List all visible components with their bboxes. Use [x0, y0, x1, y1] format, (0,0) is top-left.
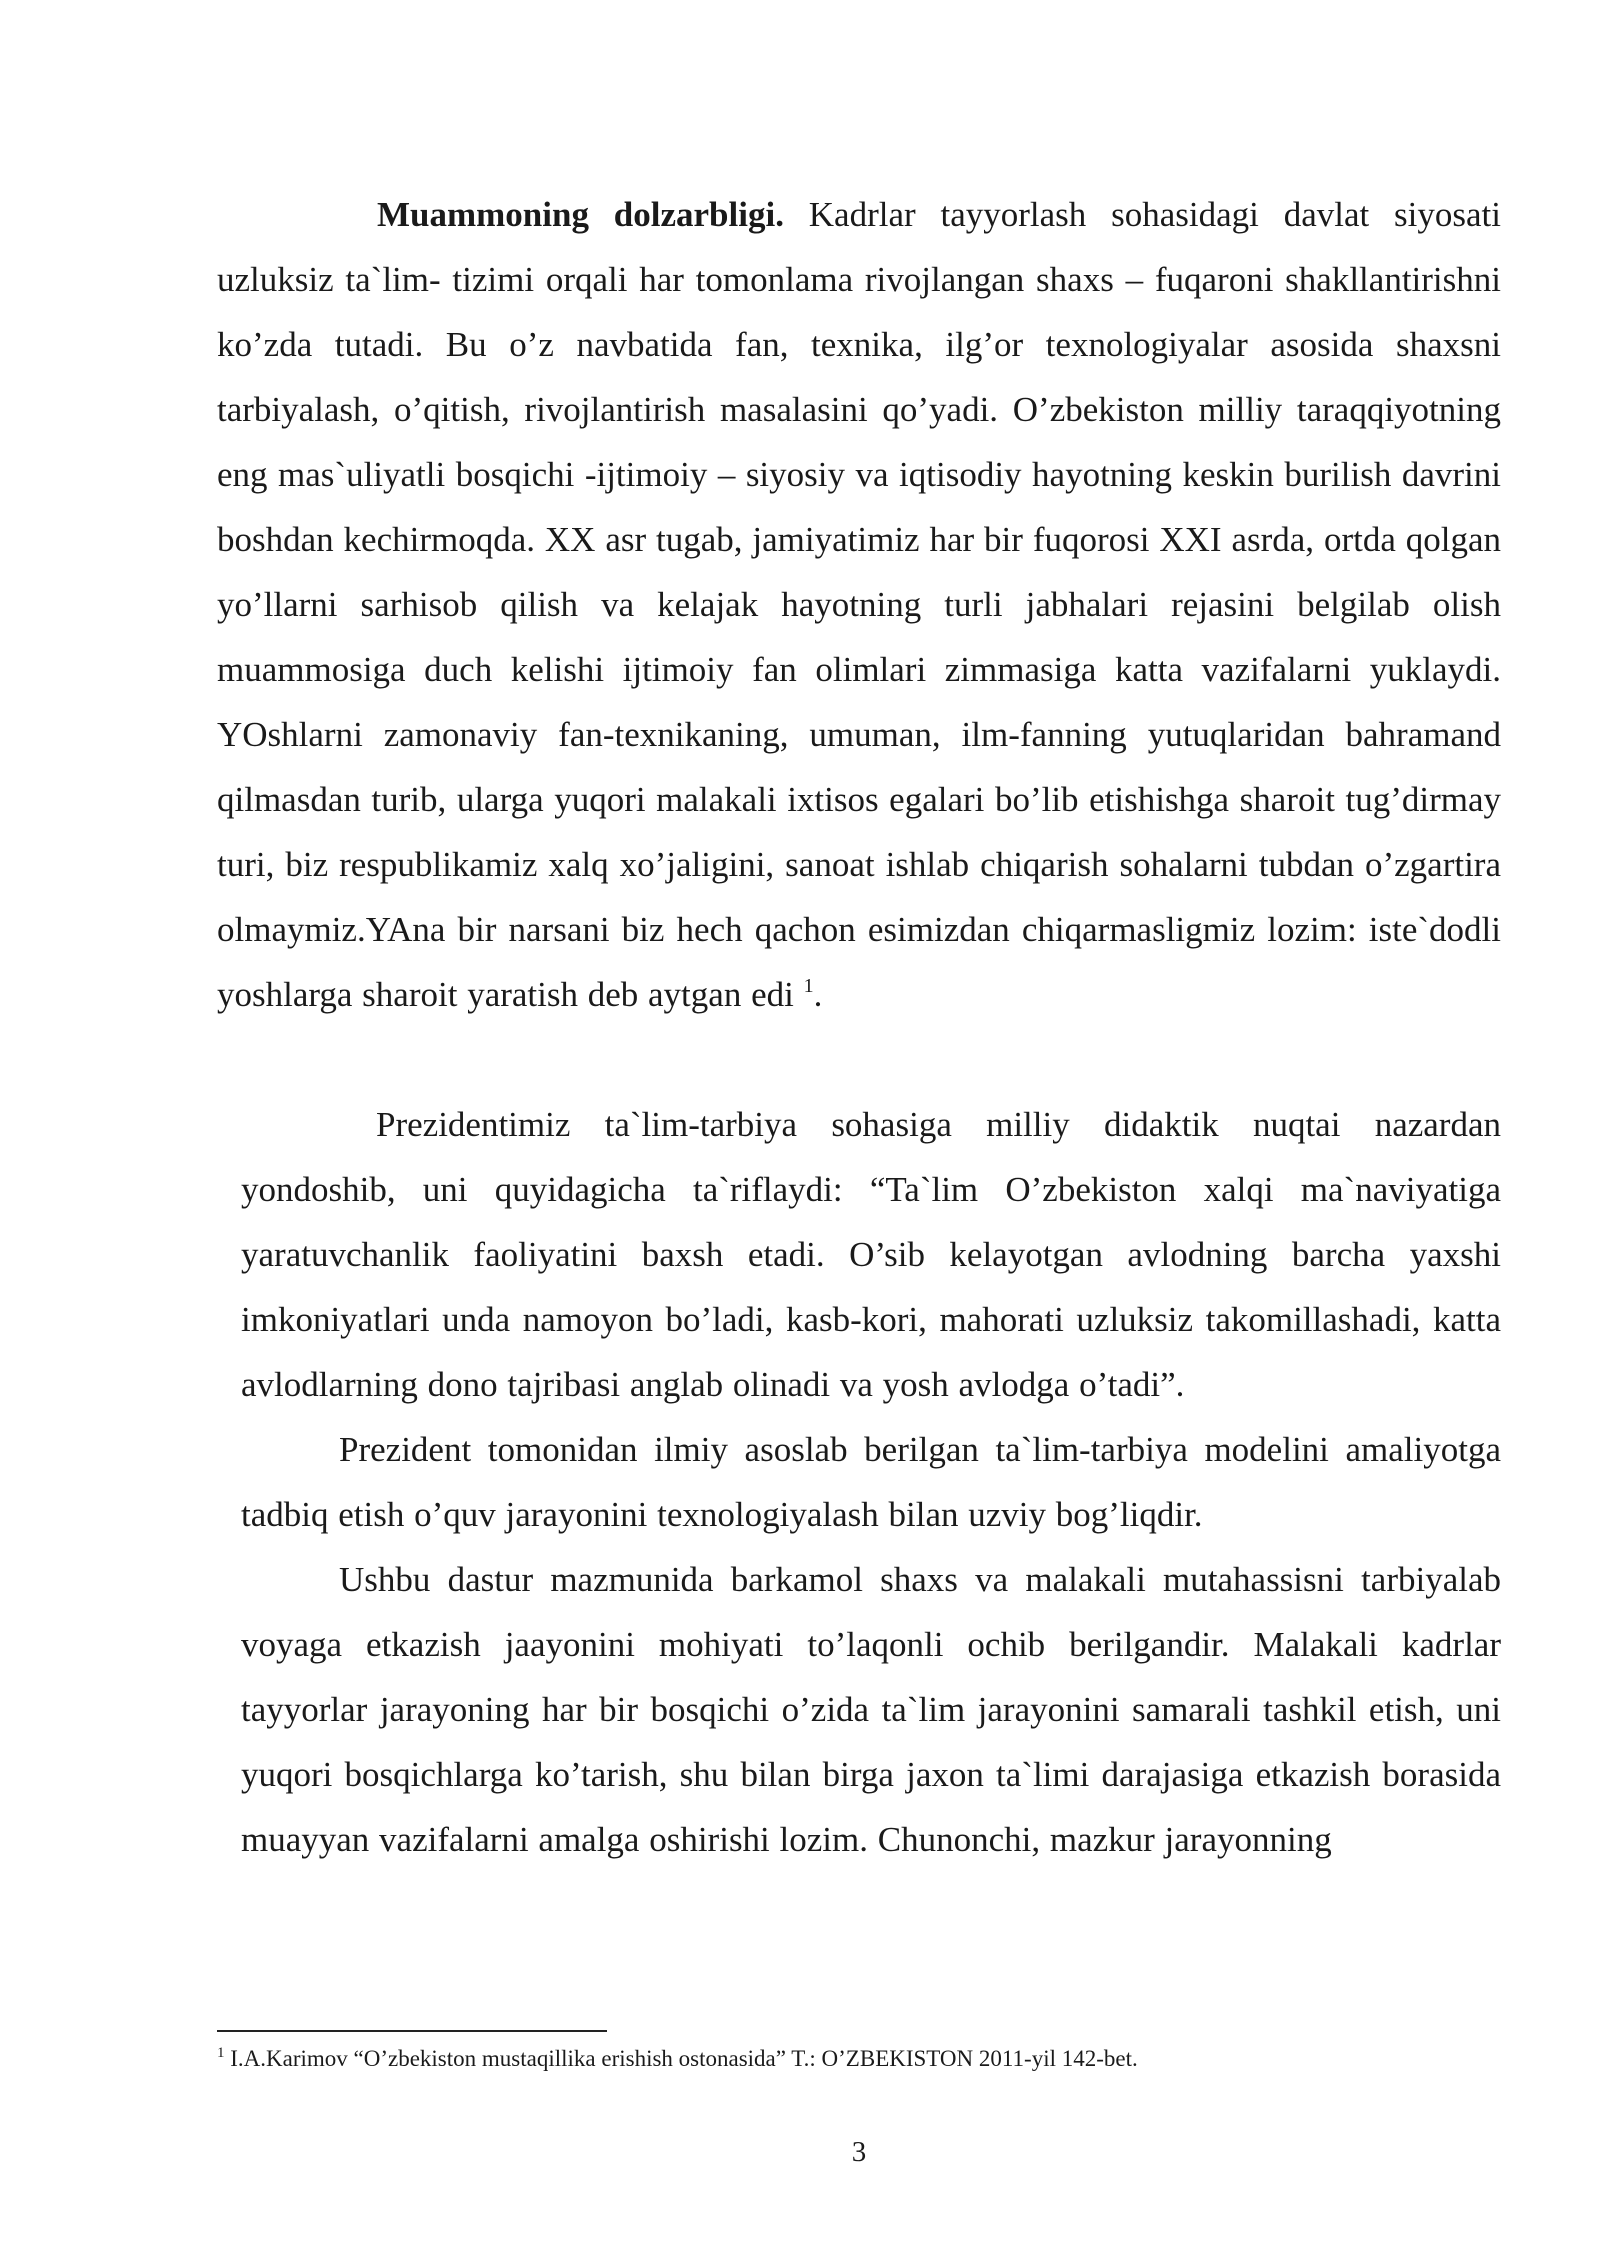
- paragraph-end: .: [813, 975, 823, 1014]
- paragraph-president-quote: Prezidentimiz ta`lim-tarbiya sohasiga milliy didaktik nuqtai nazardan yondoshib, uni quyidagicha ta`riflaydi: “Ta`lim O’zbekiston xalqi ma`naviyatiga yaratuvchanlik faoliyatini baxsh etadi. O’sib kelayotgan avlodning barcha yaxshi imkoniyatlari unda namoyon bo’ladi, kasb-kori, mahorati uzluksiz takomillashadi, katta avlodlarning dono tajribasi anglab olinadi va yosh avlodga o’tadi”.: [241, 1105, 1501, 1404]
- footnote-separator: [217, 2030, 607, 2032]
- footnote-marker: 1: [217, 2045, 225, 2061]
- footnote: [217, 2044, 1507, 2074]
- paragraph-relevance: [217, 182, 1501, 1027]
- section-heading: Muammoning dolzarbligi.: [377, 195, 784, 234]
- paragraph-education-model: Prezident tomonidan ilmiy asoslab berilgan ta`lim-tarbiya modelini amaliyotga tadbiq etish o’quv jarayonini texnologiyalash bilan uzviy bog’liqdir.: [241, 1430, 1501, 1534]
- page-number: 3: [851, 2136, 867, 2168]
- paragraph-text: Kadrlar tayyorlash sohasidagi davlat siyosati uzluksiz ta`lim- tizimi orqali har tomonlama rivojlangan shaxs – fuqaroni shakllantirishni ko’zda tutadi. Bu o’z navbatida fan, texnika, ilg’or texnologiyalar asosida shaxsni tarbiyalash, o’qitish, rivojlantirish masalasini qo’yadi. O’zbekiston milliy taraqqiyotning eng mas`uliyatli bosqichi -ijtimoiy – siyosiy va iqtisodiy hayotning keskin burilish davrini boshdan kechirmoqda. XX asr tugab, jamiyatimiz har bir fuqorosi XXI asrda, ortda qolgan yo’llarni sarhisob qilish va kelajak hayotning turli jabhalari rejasini belgilab olish muammosiga duch kelishi ijtimoiy fan olimlari zimmasiga katta vazifalarni yuklaydi. YOshlarni zamonaviy fan-texnikaning, umuman, ilm-fanning yutuqlaridan bahramand qilmasdan turib, ularga yuqori malakali ixtisos egalari bo’lib etishishga sharoit tug’dirmay turi, biz respublikamiz xalq xo’jaligini, sanoat ishlab chiqarish sohalarni tubdan o’zgartira olmaymiz.YAna bir narsani biz hech qachon esimizdan chiqarmasligmiz lozim: iste`dodli yoshlarga sharoit yaratish deb aytgan edi: [217, 195, 1501, 1014]
- paragraph-program-content: Ushbu dastur mazmunida barkamol shaxs va malakali mutahassisni tarbiyalab voyaga etkazish jaayonini mohiyati to’laqonli ochib berilgandir. Malakali kadrlar tayyorlar jarayoning har bir bosqichi o’zida ta`lim jarayonini samarali tashkil etish, uni yuqori bosqichlarga ko’tarish, shu bilan birga jaxon ta`limi darajasiga etkazish borasida muayyan vazifalarni amalga oshirishi lozim. Chunonchi, mazkur jarayonning: [241, 1560, 1501, 1859]
- footnote-text: I.A.Karimov “O’zbekiston mustaqillika erishish ostonasida” T.: O’ZBEKISTON 2011-yil 142-bet.: [224, 2046, 1138, 2071]
- footnote-reference[interactable]: 1: [803, 975, 814, 997]
